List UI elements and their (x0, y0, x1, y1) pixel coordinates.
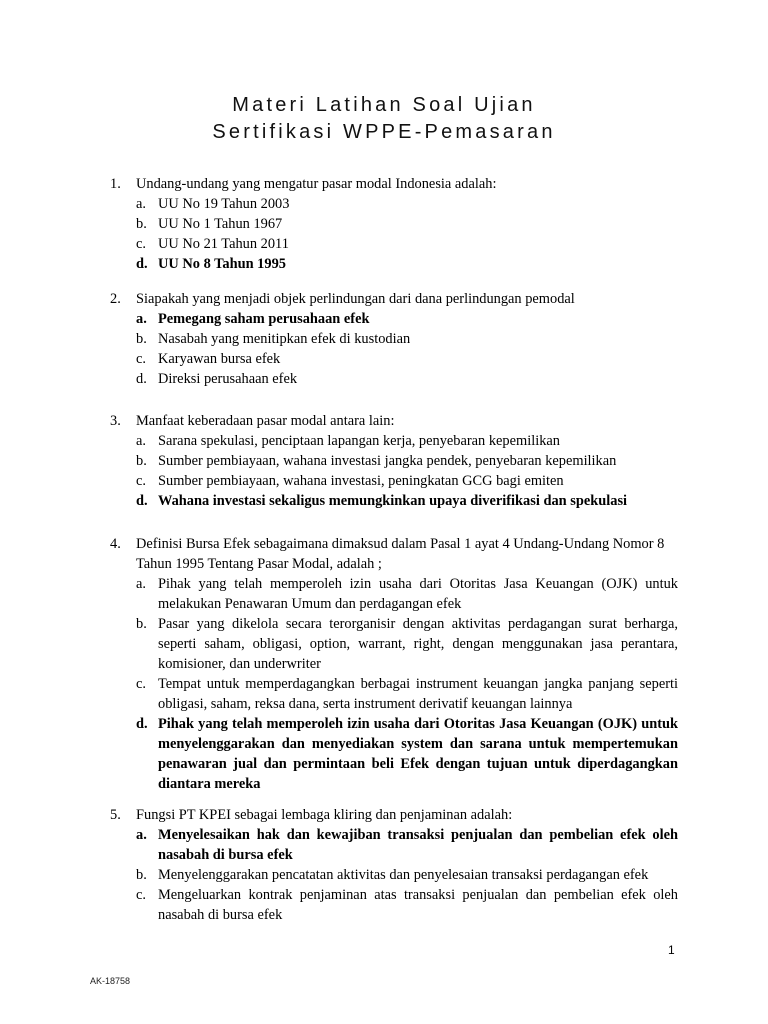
option-text: Direksi perusahaan efek (158, 371, 298, 387)
option-b: b. Sumber pembiayaan, wahana investasi jangka pendek, penyebaran kepemilikan (136, 451, 678, 471)
option-d: d. Direksi perusahaan efek (136, 369, 678, 389)
option-text: Sumber pembiayaan, wahana investasi jangka pendek, penyebaran kepemilikan (158, 453, 617, 469)
option-b: b. Nasabah yang menitipkan efek di kustodian (136, 329, 678, 349)
option-c: c. Karyawan bursa efek (136, 349, 678, 369)
option-text: Pasar yang dikelola secara terorganisir dengan aktivitas perdagangan surat berharga, seperti saham, obligasi, option, warrant, right, dengan menggunakan jasa perantara, komisioner, dan underwriter (158, 616, 678, 672)
option-a-correct: a. Pemegang saham perusahaan efek (136, 309, 678, 329)
option-text: Menyelesaikan hak dan kewajiban transaksi penjualan dan pembelian efek oleh nasabah di bursa efek (158, 827, 678, 863)
option-text: UU No 19 Tahun 2003 (158, 196, 290, 212)
question-2 (110, 289, 678, 389)
option-c: c. Mengeluarkan kontrak penjaminan atas transaksi penjualan dan pembelian efek oleh nasabah di bursa efek (136, 887, 678, 923)
option-text: Sarana spekulasi, penciptaan lapangan kerja, penyebaran kepemilikan (158, 433, 560, 449)
option-d-correct: d. Wahana investasi sekaligus memungkinkan upaya diverifikasi dan spekulasi (136, 491, 678, 511)
option-d-correct: d. UU No 8 Tahun 1995 (136, 254, 678, 274)
option-text: UU No 8 Tahun 1995 (158, 256, 286, 272)
option-d-correct: d. Pihak yang telah memperoleh izin usaha dari Otoritas Jasa Keuangan (OJK) untuk menyelenggarakan dan menyediakan system dan sarana untuk mempertemukan penawaran jual dan permintaan beli Efek dengan tujuan untuk diperdagangkan diantara mereka (136, 716, 678, 792)
option-c: c. Sumber pembiayaan, wahana investasi, peningkatan GCG bagi emiten (136, 471, 678, 491)
title-line-1: Materi Latihan Soal Ujian (232, 94, 536, 116)
option-text: Menyelenggarakan pencatatan aktivitas dan penyelesaian transaksi perdagangan efek (158, 867, 649, 883)
option-text: Pemegang saham perusahaan efek (158, 311, 370, 327)
question-4 (110, 534, 678, 794)
question-text: Siapakah yang menjadi objek perlindungan dari dana perlindungan pemodal (136, 291, 575, 307)
option-c: c. Tempat untuk memperdagangkan berbagai instrument keuangan jangka panjang seperti obligasi, saham, reksa dana, serta instrument derivatif keuangan lainnya (136, 676, 678, 712)
question-text: Definisi Bursa Efek sebagaimana dimaksud dalam Pasal 1 ayat 4 Undang-Undang Nomor 8 Tahun 1995 Tentang Pasar Modal, adalah ; (136, 536, 665, 572)
question-number: 3. (110, 413, 121, 429)
option-a-correct: a. Menyelesaikan hak dan kewajiban transaksi penjualan dan pembelian efek oleh nasabah di bursa efek (136, 827, 678, 863)
option-text: Karyawan bursa efek (158, 351, 281, 367)
question-number: 1. (110, 176, 121, 192)
option-c: c. UU No 21 Tahun 2011 (136, 234, 678, 254)
question-1 (110, 174, 678, 274)
option-text: Pihak yang telah memperoleh izin usaha dari Otoritas Jasa Keuangan (OJK) untuk melakukan Penawaran Umum dan perdagangan efek (158, 576, 678, 612)
question-number: 5. (110, 807, 121, 823)
question-number: 4. (110, 536, 121, 552)
option-text: Wahana investasi sekaligus memungkinkan upaya diverifikasi dan spekulasi (158, 493, 628, 509)
option-b: b. Pasar yang dikelola secara terorganisir dengan aktivitas perdagangan surat berharga, seperti saham, obligasi, option, warrant, right, dengan menggunakan jasa perantara, komisioner, dan underwriter (136, 616, 678, 672)
option-text: UU No 1 Tahun 1967 (158, 216, 283, 232)
option-a: a. Pihak yang telah memperoleh izin usaha dari Otoritas Jasa Keuangan (OJK) untuk melakukan Penawaran Umum dan perdagangan efek (136, 576, 678, 612)
option-b: b. Menyelenggarakan pencatatan aktivitas dan penyelesaian transaksi perdagangan efek (136, 865, 678, 885)
document-code: AK-18758 (90, 976, 131, 986)
question-text: Fungsi PT KPEI sebagai lembaga kliring dan penjaminan adalah: (136, 807, 513, 823)
question-3 (110, 411, 678, 511)
option-text: Pihak yang telah memperoleh izin usaha dari Otoritas Jasa Keuangan (OJK) untuk menyelenggarakan dan menyediakan system dan sarana untuk mempertemukan penawaran jual dan permintaan beli Efek dengan tujuan untuk diperdagangkan diantara mereka (158, 716, 678, 792)
title-line-2: Sertifikasi WPPE-Pemasaran (212, 121, 556, 143)
page-number: 1 (668, 943, 675, 957)
question-number: 2. (110, 291, 121, 307)
question-text: Undang-undang yang mengatur pasar modal Indonesia adalah: (136, 176, 497, 192)
option-a: a. Sarana spekulasi, penciptaan lapangan kerja, penyebaran kepemilikan (136, 431, 678, 451)
option-text: Mengeluarkan kontrak penjaminan atas transaksi penjualan dan pembelian efek oleh nasabah di bursa efek (158, 887, 678, 923)
option-text: Tempat untuk memperdagangkan berbagai instrument keuangan jangka panjang seperti obligasi, saham, reksa dana, serta instrument derivatif keuangan lainnya (158, 676, 678, 712)
option-b: b. UU No 1 Tahun 1967 (136, 214, 678, 234)
option-text: Nasabah yang menitipkan efek di kustodian (158, 331, 411, 347)
option-a: a. UU No 19 Tahun 2003 (136, 194, 678, 214)
option-text: Sumber pembiayaan, wahana investasi, peningkatan GCG bagi emiten (158, 473, 564, 489)
question-5 (110, 805, 678, 925)
option-text: UU No 21 Tahun 2011 (158, 236, 289, 252)
question-text: Manfaat keberadaan pasar modal antara lain: (136, 413, 395, 429)
